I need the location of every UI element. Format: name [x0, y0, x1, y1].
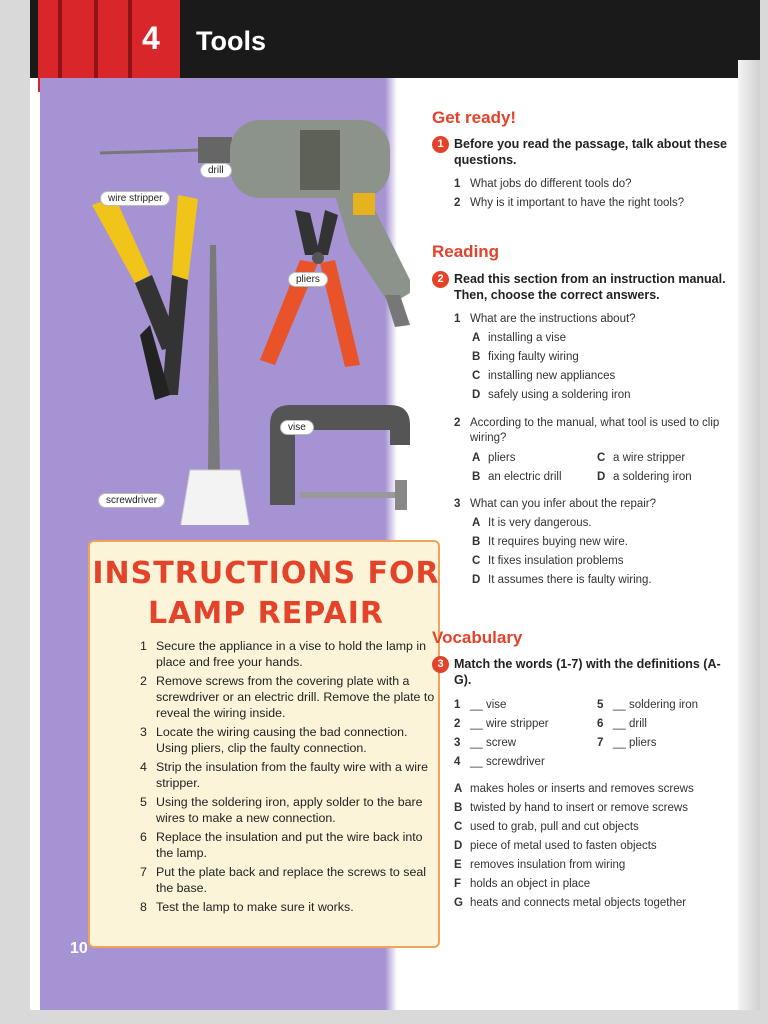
- question-1: 1 What are the instructions about?: [454, 313, 636, 325]
- list-item: 5 __ soldering iron: [597, 699, 699, 711]
- list-item: 4 __ screwdriver: [454, 756, 545, 768]
- get-ready-prompt: 1 Before you read the passage, talk about these questions.: [432, 136, 732, 168]
- list-item: 7 Put the plate back and replace the screws to seal the base.: [140, 865, 426, 895]
- unit-number: 4: [142, 20, 160, 56]
- tools-illustration: [70, 95, 410, 525]
- vise-label: vise: [280, 420, 314, 435]
- list-item: B It requires buying new wire.: [472, 536, 628, 548]
- exercise-number-badge: 2: [432, 271, 449, 288]
- list-item: B fixing faulty wiring: [472, 351, 579, 363]
- list-item: 3 __ screw: [454, 737, 517, 749]
- drill-label: drill: [200, 163, 232, 178]
- instructions-title-line1: INSTRUCTIONS FOR: [92, 556, 440, 591]
- list-item: 6 Replace the insulation and put the wire back into the lamp.: [140, 830, 423, 860]
- list-item: 1 Secure the appliance in a vise to hold the lamp in place and free your hands.: [140, 639, 427, 669]
- reading-prompt: 2 Read this section from an instruction manual. Then, choose the correct answers.: [432, 271, 732, 303]
- vocabulary-prompt: 3 Match the words (1-7) with the definitions (A-G).: [432, 656, 732, 688]
- instructions-steps: [140, 638, 440, 918]
- wire-stripper-label: wire stripper: [100, 191, 170, 206]
- list-item: B an electric drill: [472, 471, 562, 483]
- list-item: F holds an object in place: [454, 878, 591, 890]
- list-item: 1 What jobs do different tools do?: [454, 178, 632, 190]
- list-item: D a soldering iron: [597, 471, 692, 483]
- unit-title: Tools: [196, 26, 266, 56]
- screwdriver-icon: [180, 245, 250, 525]
- list-item: C used to grab, pull and cut objects: [454, 821, 639, 833]
- question-2: 2 According to the manual, what tool is used to clip wiring?: [454, 417, 720, 444]
- list-item: C It fixes insulation problems: [472, 555, 624, 567]
- instructions-title-line2: LAMP REPAIR: [148, 596, 384, 631]
- list-item: 2 Why is it important to have the right tools?: [454, 197, 685, 209]
- list-item: G heats and connects metal objects together: [454, 897, 687, 909]
- list-item: 7 __ pliers: [597, 737, 657, 749]
- list-item: C installing new appliances: [472, 370, 616, 382]
- list-item: D safely using a soldering iron: [472, 389, 631, 401]
- list-item: 2 Remove screws from the covering plate with a screwdriver or an electric drill. Remove the plate to reveal the wiring inside.: [140, 674, 435, 720]
- question-3: 3 What can you infer about the repair?: [454, 498, 657, 510]
- textbook-page: [30, 0, 760, 1010]
- screwdriver-label: screwdriver: [98, 493, 165, 508]
- exercise-number-badge: 3: [432, 656, 449, 673]
- list-item: B twisted by hand to insert or remove screws: [454, 802, 688, 814]
- list-item: A installing a vise: [472, 332, 566, 344]
- reading-heading: Reading: [432, 242, 500, 261]
- exercise-number-badge: 1: [432, 136, 449, 153]
- list-item: 8 Test the lamp to make sure it works.: [140, 900, 354, 914]
- list-item: 6 __ drill: [597, 718, 647, 730]
- list-item: 3 Locate the wiring causing the bad connection. Using pliers, clip the faulty connection.: [140, 725, 408, 755]
- wire-stripper-icon: [92, 195, 198, 400]
- get-ready-heading: Get ready!: [432, 108, 517, 127]
- list-item: 5 Using the soldering iron, apply solder to the bare wires to make a new connection.: [140, 795, 423, 825]
- vocabulary-heading: Vocabulary: [432, 628, 523, 647]
- tools-illustration-svg: [70, 95, 410, 525]
- page-number: 10: [70, 940, 88, 957]
- list-item: D piece of metal used to fasten objects: [454, 840, 657, 852]
- list-item: 4 Strip the insulation from the faulty wire with a wire stripper.: [140, 760, 429, 790]
- list-item: D It assumes there is faulty wiring.: [472, 574, 652, 586]
- list-item: A pliers: [472, 452, 516, 464]
- pliers-icon: [260, 210, 360, 367]
- list-item: A It is very dangerous.: [472, 517, 592, 529]
- list-item: 2 __ wire stripper: [454, 718, 549, 730]
- list-item: A makes holes or inserts and removes screws: [454, 783, 694, 795]
- instructions-box: [88, 540, 440, 948]
- list-item: E removes insulation from wiring: [454, 859, 626, 871]
- list-item: C a wire stripper: [597, 452, 686, 464]
- list-item: 1 __ vise: [454, 699, 507, 711]
- pliers-label: pliers: [288, 272, 328, 287]
